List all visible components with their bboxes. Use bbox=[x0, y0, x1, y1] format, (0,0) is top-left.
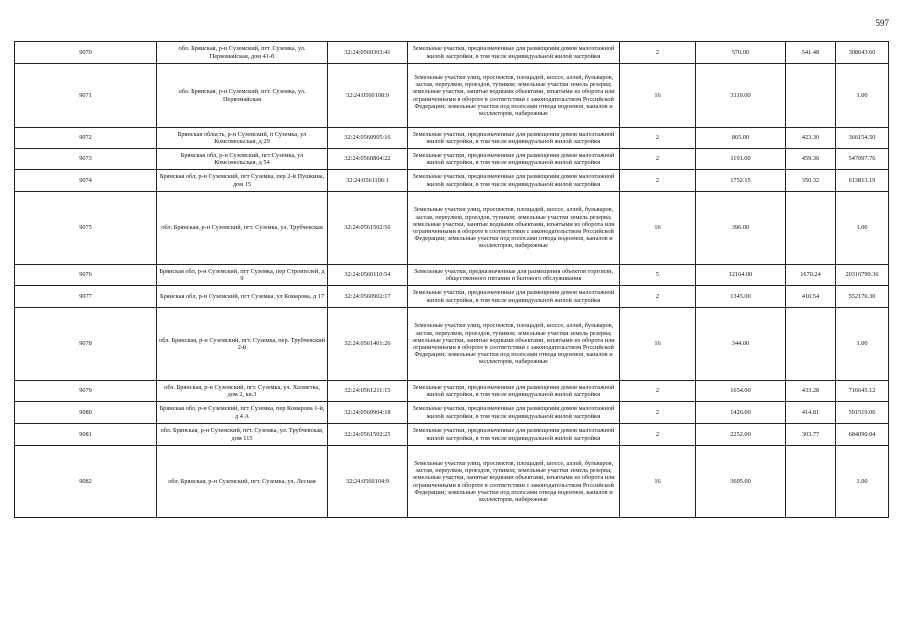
cadastral-value-cell: 1.00 bbox=[836, 64, 889, 128]
table-row bbox=[15, 192, 889, 265]
address-cell: Брянская обл, р-н Суземский, пгт Суземка, пер Комарова 1-й, д 4 А bbox=[157, 402, 328, 424]
land-use-cell: Земельные участки улиц, проспектов, площадей, шоссе, аллей, бульваров, застав, переулков, проездов, тупиков; земельные участки земель резерва; земельные участки, занятые водными объектами, изъятыми из оборота или ограниченными в обороте в соответствии с законодательством Российской Федерации; земельные участки под полосами отвода водоемов, каналов и коллекторов, набережные bbox=[408, 192, 620, 265]
address-cell: обл. Брянская, р-н Суземский, пгт. Суземка, ул. Трубчевская, дом 115 bbox=[157, 424, 328, 446]
land-use-cell: Земельные участки, предназначенные для размещения домов малоэтажной жилой застройки, в том числе индивидуальной жилой застройки bbox=[408, 149, 620, 170]
rate-cell bbox=[786, 64, 836, 128]
row-id-cell: 9072 bbox=[15, 128, 157, 149]
cadastral-number-cell: 32:24:0561211:15 bbox=[328, 381, 408, 402]
row-id-cell: 9077 bbox=[15, 286, 157, 308]
table-row bbox=[15, 128, 889, 149]
land-use-cell: Земельные участки, предназначенные для размещения домов малоэтажной жилой застройки, в том числе индивидуальной жилой застройки bbox=[408, 381, 620, 402]
rate-cell: 410.54 bbox=[786, 286, 836, 308]
area-cell: 2252.00 bbox=[696, 424, 786, 446]
category-cell: 2 bbox=[620, 402, 696, 424]
cadastral-number-cell: 32:24:0560303:41 bbox=[328, 42, 408, 64]
rate-cell: 303.77 bbox=[786, 424, 836, 446]
category-cell: 5 bbox=[620, 265, 696, 286]
address-cell: обл. Брянская, р-н Суземский, пгт. Суземка, ул. Холметка, дом 2, кв.3 bbox=[157, 381, 328, 402]
row-id-cell: 9070 bbox=[15, 42, 157, 64]
table-row bbox=[15, 265, 889, 286]
category-cell: 2 bbox=[620, 424, 696, 446]
land-use-cell: Земельные участки, предназначенные для размещения домов малоэтажной жилой застройки, в том числе индивидуальной жилой застройки bbox=[408, 128, 620, 149]
category-cell: 16 bbox=[620, 64, 696, 128]
row-id-cell: 9076 bbox=[15, 265, 157, 286]
area-cell: 3605.00 bbox=[696, 446, 786, 518]
cadastral-number-cell: 32:24:0560110:54 bbox=[328, 265, 408, 286]
table-row bbox=[15, 402, 889, 424]
rate-cell: 1670.24 bbox=[786, 265, 836, 286]
cadastral-value-cell: 552176.30 bbox=[836, 286, 889, 308]
cadastral-number-cell: 32:24:0561502:56 bbox=[328, 192, 408, 265]
land-use-cell: Земельные участки, предназначенные для размещения домов малоэтажной жилой застройки, в том числе индивидуальной жилой застройки bbox=[408, 42, 620, 64]
cadastral-value-cell: 20316799.36 bbox=[836, 265, 889, 286]
row-id-cell: 9073 bbox=[15, 149, 157, 170]
table-row bbox=[15, 286, 889, 308]
area-cell: 344.00 bbox=[696, 308, 786, 381]
rate-cell bbox=[786, 308, 836, 381]
category-cell: 2 bbox=[620, 149, 696, 170]
cadastral-value-table bbox=[14, 41, 889, 518]
land-use-cell: Земельные участки, предназначенные для размещения домов малоэтажной жилой застройки, в том числе индивидуальной жилой застройки bbox=[408, 424, 620, 446]
table-row bbox=[15, 381, 889, 402]
rate-cell: 541.48 bbox=[786, 42, 836, 64]
table-row bbox=[15, 446, 889, 518]
land-use-cell: Земельные участки, предназначенные для размещения объектов торговли, общественного питания и бытового обслуживания bbox=[408, 265, 620, 286]
area-cell: 12164.00 bbox=[696, 265, 786, 286]
rate-cell: 350.32 bbox=[786, 170, 836, 192]
cadastral-number-cell: 32:24:0560108:9 bbox=[328, 64, 408, 128]
row-id-cell: 9080 bbox=[15, 402, 157, 424]
area-cell: 1752.15 bbox=[696, 170, 786, 192]
cadastral-value-cell: 547097.76 bbox=[836, 149, 889, 170]
table-row bbox=[15, 149, 889, 170]
row-id-cell: 9075 bbox=[15, 192, 157, 265]
rate-cell bbox=[786, 446, 836, 518]
row-id-cell: 9082 bbox=[15, 446, 157, 518]
address-cell: обл. Брянская, р-н Суземский, пгт. Суземка, ул. Трубчевская bbox=[157, 192, 328, 265]
row-id-cell: 9071 bbox=[15, 64, 157, 128]
address-cell: Брянская область, р-н Суземский, п Суземка, ул Комсомольская, д 29 bbox=[157, 128, 328, 149]
area-cell: 1345.00 bbox=[696, 286, 786, 308]
address-cell: обл. Брянская, р-н Суземский, пгт. Суземка, ул. Лесная bbox=[157, 446, 328, 518]
area-cell: 3119.00 bbox=[696, 64, 786, 128]
cadastral-number-cell: 32:24:0560904:18 bbox=[328, 402, 408, 424]
category-cell: 16 bbox=[620, 308, 696, 381]
address-cell: Брянская обл, р-н Суземский, пгт Суземка, пер 2-й Пушкина, дом 15 bbox=[157, 170, 328, 192]
land-use-cell: Земельные участки, предназначенные для размещения домов малоэтажной жилой застройки, в том числе индивидуальной жилой застройки bbox=[408, 286, 620, 308]
cadastral-value-cell: 591519.06 bbox=[836, 402, 889, 424]
land-use-cell: Земельные участки, предназначенные для размещения домов малоэтажной жилой застройки, в том числе индивидуальной жилой застройки bbox=[408, 170, 620, 192]
page-number: 597 bbox=[875, 18, 889, 28]
table-row bbox=[15, 170, 889, 192]
rate-cell: 459.36 bbox=[786, 149, 836, 170]
table-row bbox=[15, 64, 889, 128]
address-cell: обл. Брянская, р-н Суземский, пгт. Суземка, ул. Первомайская bbox=[157, 64, 328, 128]
table-row bbox=[15, 424, 889, 446]
rate-cell: 414.81 bbox=[786, 402, 836, 424]
land-use-cell: Земельные участки, предназначенные для размещения домов малоэтажной жилой застройки, в том числе индивидуальной жилой застройки bbox=[408, 402, 620, 424]
address-cell: Брянская обл, р-н Суземский, пгт Суземка, ул Комсомольская, д 54 bbox=[157, 149, 328, 170]
cadastral-value-cell: 308643.60 bbox=[836, 42, 889, 64]
rate-cell: 433.28 bbox=[786, 381, 836, 402]
row-id-cell: 9079 bbox=[15, 381, 157, 402]
category-cell: 16 bbox=[620, 446, 696, 518]
area-cell: 570.00 bbox=[696, 42, 786, 64]
cadastral-value-cell: 366154.50 bbox=[836, 128, 889, 149]
category-cell: 2 bbox=[620, 286, 696, 308]
category-cell: 2 bbox=[620, 42, 696, 64]
cadastral-value-cell: 613813.19 bbox=[836, 170, 889, 192]
cadastral-number-cell: 32:24:0560905:16 bbox=[328, 128, 408, 149]
row-id-cell: 9081 bbox=[15, 424, 157, 446]
category-cell: 2 bbox=[620, 128, 696, 149]
row-id-cell: 9074 bbox=[15, 170, 157, 192]
cadastral-number-cell: 32:24:0561401:26 bbox=[328, 308, 408, 381]
land-use-cell: Земельные участки улиц, проспектов, площадей, шоссе, аллей, бульваров, застав, переулков, проездов, тупиков; земельные участки земель резерва; земельные участки, занятые водными объектами, изъятыми из оборота или ограниченными в обороте в соответствии с законодательством Российской Федерации; земельные участки под полосами отвода водоемов, каналов и коллекторов, набережные bbox=[408, 446, 620, 518]
cadastral-value-cell: 1.00 bbox=[836, 192, 889, 265]
area-cell: 865.00 bbox=[696, 128, 786, 149]
cadastral-value-cell: 1.00 bbox=[836, 308, 889, 381]
category-cell: 2 bbox=[620, 170, 696, 192]
area-cell: 396.00 bbox=[696, 192, 786, 265]
category-cell: 16 bbox=[620, 192, 696, 265]
row-id-cell: 9078 bbox=[15, 308, 157, 381]
cadastral-number-cell: 32:24:0560104:9 bbox=[328, 446, 408, 518]
land-use-cell: Земельные участки улиц, проспектов, площадей, шоссе, аллей, бульваров, застав, переулков, проездов, тупиков; земельные участки земель резерва; земельные участки, занятые водными объектами, изъятыми из оборота или ограниченными в обороте в соответствии с законодательством Российской Федерации; земельные участки под полосами отвода водоемов, каналов и коллекторов, набережные bbox=[408, 308, 620, 381]
address-cell: обл. Брянская, р-н Суземский, пгт. Суземка, пер. Трубчевский 2-й bbox=[157, 308, 328, 381]
cadastral-value-cell: 716645.12 bbox=[836, 381, 889, 402]
address-cell: Брянская обл, р-н Суземский, пгт Суземка, ул Комарова, д 17 bbox=[157, 286, 328, 308]
cadastral-value-cell: 1.00 bbox=[836, 446, 889, 518]
cadastral-number-cell: 32:24:0561106:1 bbox=[328, 170, 408, 192]
rate-cell: 423.30 bbox=[786, 128, 836, 149]
area-cell: 1426.00 bbox=[696, 402, 786, 424]
rate-cell bbox=[786, 192, 836, 265]
cadastral-value-cell: 684090.04 bbox=[836, 424, 889, 446]
area-cell: 1191.00 bbox=[696, 149, 786, 170]
address-cell: обл. Брянская, р-н Суземский, пгт. Суземка, ул. Первомайская, дом 41-б bbox=[157, 42, 328, 64]
cadastral-number-cell: 32:24:0560804:22 bbox=[328, 149, 408, 170]
category-cell: 2 bbox=[620, 381, 696, 402]
address-cell: Брянская обл, р-н Суземский, пгт Суземка, пер Строителей, д 9 bbox=[157, 265, 328, 286]
area-cell: 1654.00 bbox=[696, 381, 786, 402]
cadastral-number-cell: 32:24:0561502:25 bbox=[328, 424, 408, 446]
table-row bbox=[15, 42, 889, 64]
table-row bbox=[15, 308, 889, 381]
cadastral-number-cell: 32:24:0560902:17 bbox=[328, 286, 408, 308]
land-use-cell: Земельные участки улиц, проспектов, площадей, шоссе, аллей, бульваров, застав, переулков, проездов, тупиков; земельные участки земель резерва; земельные участки, занятые водными объектами, изъятыми из оборота или ограниченными в обороте в соответствии с законодательством Российской Федерации; земельные участки под полосами отвода водоемов, каналов и коллекторов, набережные bbox=[408, 64, 620, 128]
